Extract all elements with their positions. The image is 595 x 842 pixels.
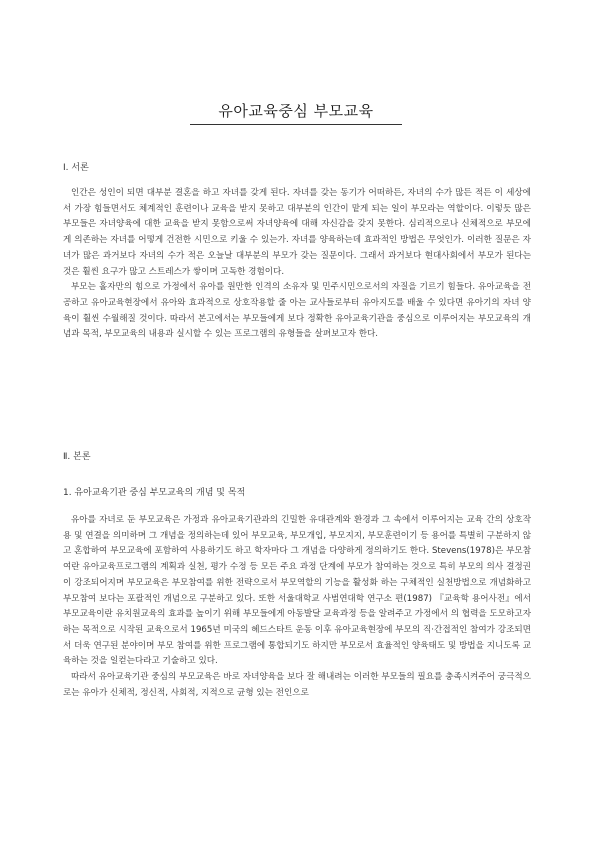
subsection-heading: 1. 유아교육기관 중심 부모교육의 개념 및 목적	[63, 488, 246, 498]
section-heading-body: Ⅱ. 본론	[63, 452, 91, 462]
section-heading-introduction: Ⅰ. 서론	[63, 163, 89, 173]
title-underline	[190, 124, 402, 125]
paragraph: 유아를 자녀로 둔 부모교육은 가정과 유아교육기관과의 긴밀한 유대관계와 환경과 그 속에서 이루어지는 교육 간의 상호작용 및 연결을 의미하며 그 개념을 정의하는데 있어 부모교육, 부모개입, 부모지지, 부모훈련이기 등 용어를 특별히 구분하지 않고 혼합하여 부모교육에 포함하여 사용하기도 하고 학자마다 그 개념을 다양하게 정의하기도 한다. Stevens(1978)은 부모참여란 유아교육프로그램의 계획과 실천, 평가 수정 등 모든 주요 과정 단계에 부모가 참여하는 것으로 특히 부모의 의사 결정권이 강조되어지며 부모교육은 부모참여를 위한 전략으로서 부모역할의 기능을 활성화 하는 구체적인 실천방법으로 개념화하고 부모참여 보다는 포괄적인 개념으로 구분하고 있다. 또한 서울대학교 사범연대학 연구소 편(1987) 『교육학 용어사전』에서 부모교육이란 유치원교육의 효과를 높이기 위해 부모들에게 아동발달 교육과정 등을 알려주고 가정에서 의 협력을 도모하고자 하는 목적으로 시작된 교육으로서 1965년 미국의 헤드스타트 운동 이후 유아교육현장에 부모의 직·간접적인 참여가 강조되면서 더욱 연구된 분야이며 부모 참여를 위한 프로그램에 통합되기도 하지만 부모로서 효율적인 양육태도 및 방법을 지니도록 교육하는 것을 일컫는다라고 기술하고 있다.	[63, 515, 531, 667]
body-text	[63, 513, 531, 701]
paragraph: 인간은 성인이 되면 대부분 결혼을 하고 자녀를 갖게 된다. 자녀를 갖는 동기가 어떠하든, 자녀의 수가 많든 적든 이 세상에서 가장 힘들면서도 체계적인 훈련이나 교육을 받지 못하고 대부분의 인간이 맡게 되는 일이 부모라는 역할이다. 이렇듯 많은 부모들은 자녀양육에 대한 교육을 받지 못함으로써 자녀양육에 대해 자신감을 갖지 못한다. 심리적으로나 신체적으로 부모에게 의존하는 자녀를 어떻게 건전한 시민으로 키울 수 있는가. 자녀를 양육하는데 효과적인 방법은 무엇인가. 이러한 질문은 자녀가 많은 과거보다 자녀의 수가 적은 오늘날 대부분의 부모가 갖는 질문이다. 그래서 과거보다 현대사회에서 부모가 된다는 것은 훨씬 요구가 많고 스트레스가 쌓이며 고독한 경험이다.	[63, 188, 531, 277]
paragraph: 따라서 유아교육기관 중심의 부모교육은 바로 자녀양육을 보다 잘 해내려는 이러한 부모들의 필요를 충족시켜주어 궁극적으로는 유아가 신체적, 정신적, 사회적, 지적으로 균형 있는 전인으로	[63, 672, 531, 698]
paragraph: 부모는 홀자만의 힘으로 가정에서 유아를 원만한 인격의 소유자 및 민주시민으로서의 자질을 기르기 힘들다. 유아교육을 전공하고 유아교육현장에서 유아와 효과적으로 상호작용할 줄 아는 교사들로부터 유아지도를 배울 수 있다면 유아기의 자녀 양육이 훨씬 수월해질 것이다. 따라서 본고에서는 부모들에게 보다 정확한 유아교육기관을 중심으로 이루어지는 부모교육의 개념과 목적, 부모교육의 내용과 실시할 수 있는 프로그램의 유형들을 살펴보고자 한다.	[63, 282, 531, 340]
document-title: 유아교육중심 부모교육	[218, 102, 374, 120]
introduction-body	[63, 186, 531, 343]
